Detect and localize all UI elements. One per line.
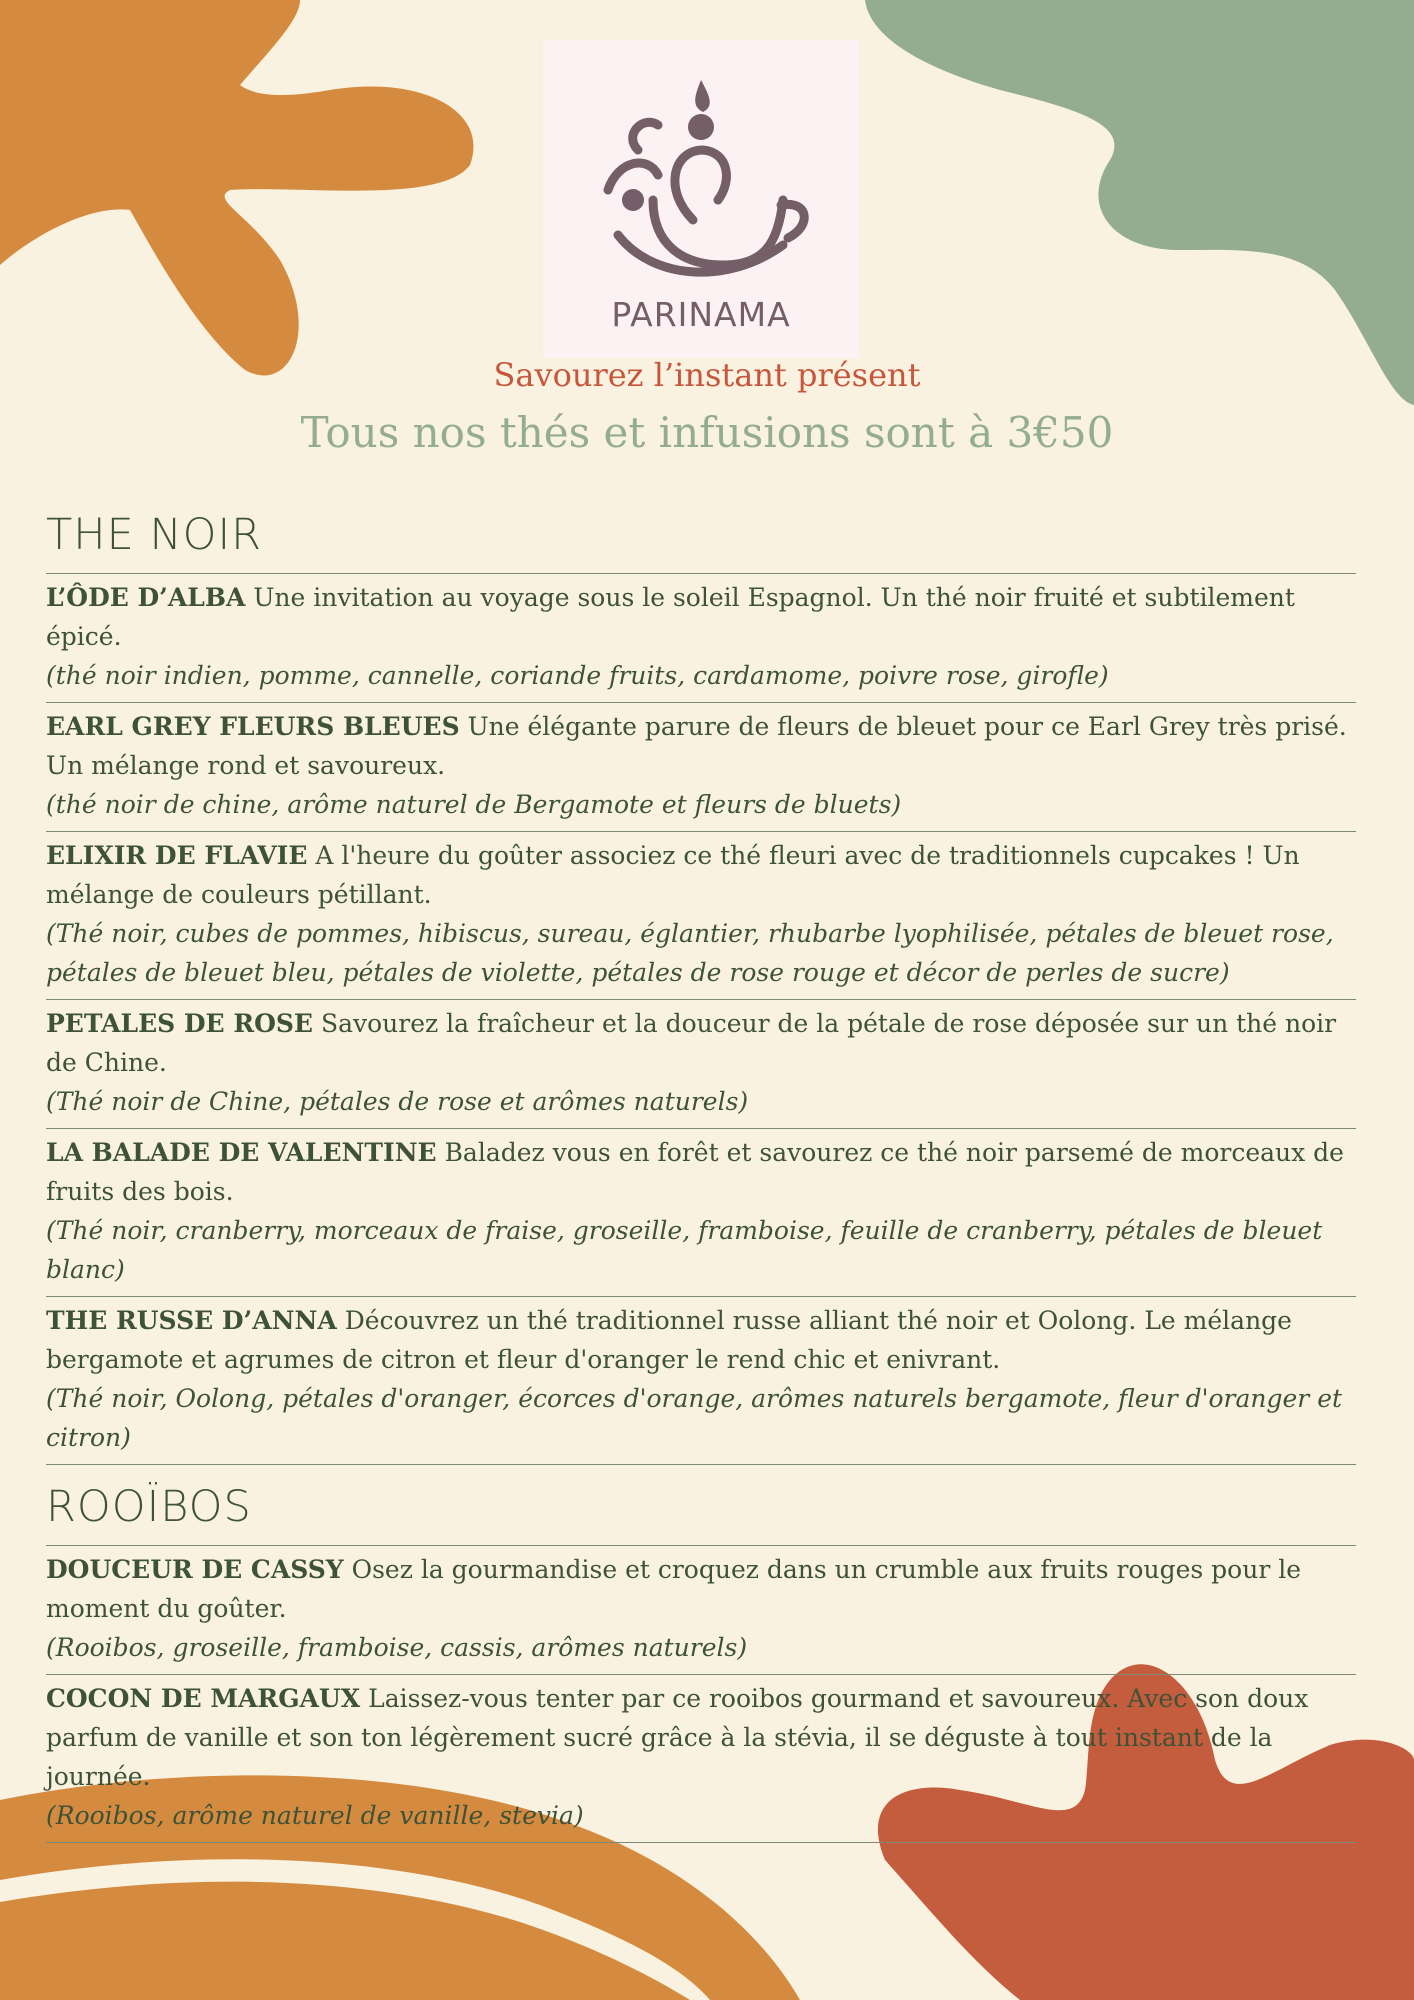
- item-name: PETALES DE ROSE: [46, 1009, 313, 1038]
- item-name: COCON DE MARGAUX: [46, 1684, 361, 1713]
- item-description: Une invitation au voyage sous le soleil Espagnol. Un thé noir fruité et subtilement épicé.: [46, 583, 1295, 651]
- item-name: LA BALADE DE VALENTINE: [46, 1138, 437, 1167]
- item-ingredients: (thé noir de chine, arôme naturel de Bergamote et fleurs de bluets): [46, 790, 902, 819]
- item-ingredients: (Thé noir, cubes de pommes, hibiscus, sureau, églantier, rhubarbe lyophilisée, pétales de bleuet rose, pétales de bleuet bleu, pétales de violette, pétales de rose rouge et décor de perles de sucre): [46, 919, 1334, 987]
- menu-item: [46, 1296, 1356, 1464]
- item-name: ELIXIR DE FLAVIE: [46, 841, 308, 870]
- menu-item: [46, 1128, 1356, 1296]
- item-ingredients: (Rooibos, groseille, framboise, cassis, arômes naturels): [46, 1633, 748, 1662]
- menu-item: [46, 573, 1356, 702]
- menu-item: [46, 999, 1356, 1128]
- menu-item: [46, 702, 1356, 831]
- divider: [46, 1842, 1356, 1843]
- item-ingredients: (Thé noir, cranberry, morceaux de fraise, groseille, framboise, feuille de cranberry, pétales de bleuet blanc): [46, 1216, 1323, 1284]
- item-description: Baladez vous en forêt et savourez ce thé noir parsemé de morceaux de fruits des bois.: [46, 1138, 1344, 1206]
- item-description: Osez la gourmandise et croquez dans un crumble aux fruits rouges pour le moment du goûter.: [46, 1555, 1302, 1623]
- item-name: L’ÔDE D’ALBA: [46, 583, 246, 612]
- item-ingredients: (thé noir indien, pomme, cannelle, coriande fruits, cardamome, poivre rose, girofle): [46, 661, 1109, 690]
- menu-item: [46, 1545, 1356, 1674]
- item-description: Savourez la fraîcheur et la douceur de la pétale de rose déposée sur un thé noir de Chine.: [46, 1009, 1337, 1077]
- logo: [543, 40, 859, 358]
- item-description: Une élégante parure de fleurs de bleuet pour ce Earl Grey très prisé. Un mélange rond et savoureux.: [46, 712, 1347, 780]
- item-name: EARL GREY FLEURS BLEUES: [46, 712, 460, 741]
- section-rooibos: [46, 1464, 1356, 1842]
- item-ingredients: (Rooibos, arôme naturel de vanille, stevia): [46, 1801, 584, 1830]
- menu-item: [46, 831, 1356, 999]
- item-description: Découvrez un thé traditionnel russe alliant thé noir et Oolong. Le mélange bergamote et agrumes de citron et fleur d'oranger le rend chic et enivrant.: [46, 1306, 1292, 1374]
- tagline: Savourez l’instant présent: [493, 356, 921, 394]
- item-description: Laissez-vous tenter par ce rooibos gourmand et savoureux. Avec son doux parfum de vanille et son ton légèrement sucré grâce à la stévia, il se déguste à tout instant de la journée.: [46, 1684, 1309, 1791]
- section-title: THE NOIR: [46, 510, 263, 560]
- sage-blob-shape: [865, 0, 1414, 405]
- menu-item: [46, 1674, 1356, 1842]
- tea-menu: [46, 505, 1356, 1843]
- section-the-noir: [46, 505, 1356, 1464]
- section-title: ROOÏBOS: [46, 1482, 252, 1532]
- orange-flower-shape: [0, 0, 473, 375]
- brand-name: PARINAMA: [611, 295, 791, 334]
- item-name: THE RUSSE D’ANNA: [46, 1306, 337, 1335]
- item-description: A l'heure du goûter associez ce thé fleuri avec de traditionnels cupcakes ! Un mélange de couleurs pétillant.: [46, 841, 1300, 909]
- item-ingredients: (Thé noir de Chine, pétales de rose et arômes naturels): [46, 1087, 749, 1116]
- item-ingredients: (Thé noir, Oolong, pétales d'oranger, écorces d'orange, arômes naturels bergamote, fleur d'oranger et citron): [46, 1384, 1343, 1452]
- item-name: DOUCEUR DE CASSY: [46, 1555, 344, 1584]
- price-note: Tous nos thés et infusions sont à 3€50: [300, 408, 1114, 457]
